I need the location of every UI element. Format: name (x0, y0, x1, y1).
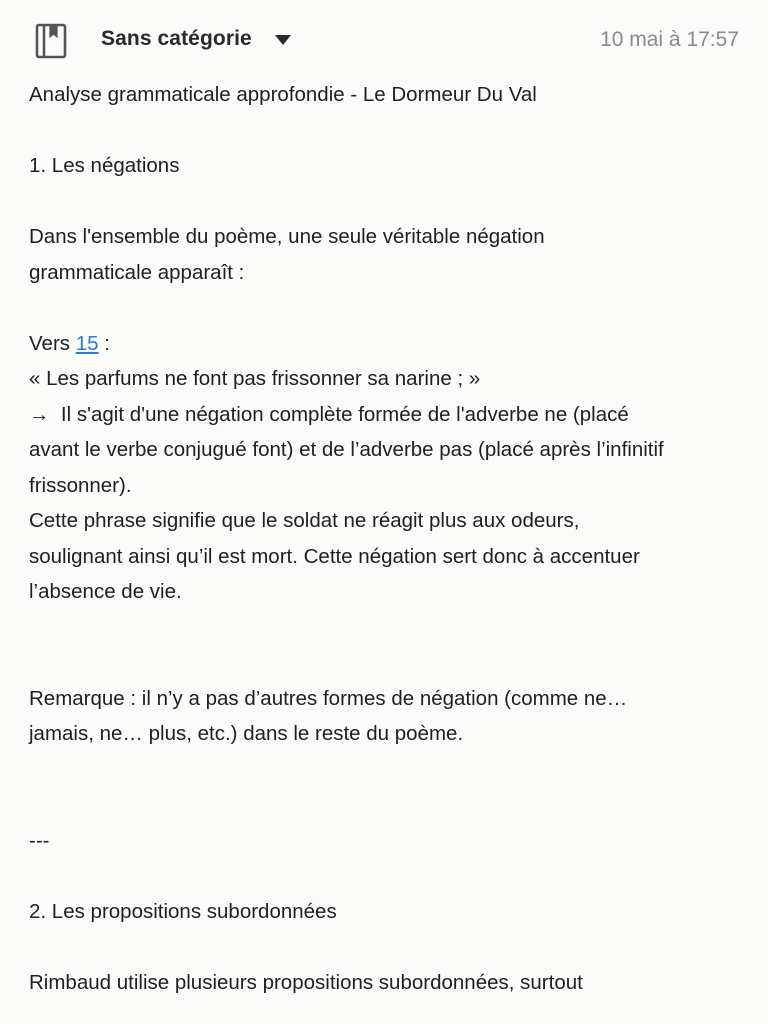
vers-15-link[interactable]: 15 (75, 331, 99, 355)
arrow-line-1: → Il s'agit d'une négation complète formée de l'adverbe ne (placé (29, 402, 629, 426)
category-label: Sans catégorie (101, 27, 252, 50)
note-timestamp: 10 mai à 17:57 (600, 28, 739, 51)
remark-line-2: jamais, ne… plus, etc.) dans le reste du poème. (29, 722, 464, 745)
note-body[interactable] (29, 77, 749, 1000)
meaning-line-1: Cette phrase signifie que le soldat ne réagit plus aux odeurs, (29, 509, 580, 532)
note-title: Analyse grammaticale approfondie - Le Dormeur Du Val (29, 83, 537, 106)
separator: --- (29, 828, 50, 852)
intro-line-2: grammaticale apparaît : (29, 260, 245, 284)
vers-prefix: Vers (29, 331, 76, 355)
caret-down-icon (274, 33, 292, 45)
notebook-icon[interactable] (35, 23, 67, 59)
remark-line-1: Remarque : il n’y a pas d’autres formes de négation (comme ne… (29, 686, 628, 710)
vers-line (29, 326, 749, 362)
intro-line-1: Dans l'ensemble du poème, une seule véritable négation (29, 225, 545, 248)
section1-heading: 1. Les négations (29, 154, 180, 177)
note-header (0, 0, 768, 82)
quote-line: « Les parfums ne font pas frissonner sa narine ; » (29, 367, 481, 390)
vers-suffix: : (98, 331, 110, 355)
arrow-line-2: avant le verbe conjugué font) et de l’adverbe pas (placé après l’infinitif (29, 438, 664, 461)
section2-heading: 2. Les propositions subordonnées (29, 899, 337, 923)
arrow-line-3: frissonner). (29, 473, 132, 497)
meaning-line-2: soulignant ainsi qu’il est mort. Cette négation sert donc à accentuer (29, 544, 640, 568)
meaning-line-3: l’absence de vie. (29, 580, 182, 603)
section2-line-1: Rimbaud utilise plusieurs propositions subordonnées, surtout (29, 970, 583, 994)
category-selector[interactable] (101, 27, 292, 51)
